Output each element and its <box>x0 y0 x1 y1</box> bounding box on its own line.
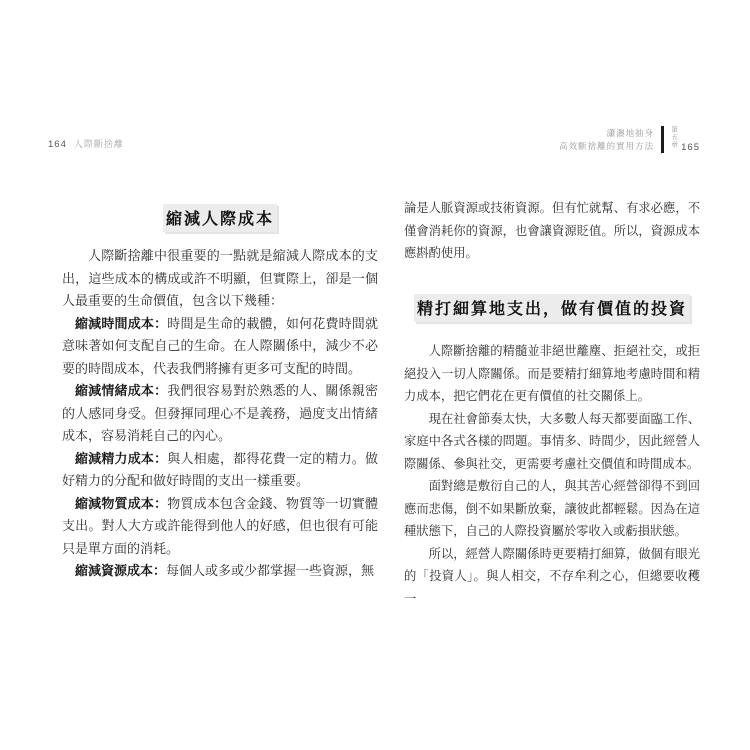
left-page-body <box>62 246 378 584</box>
book-title: 人際斷捨離 <box>73 139 124 149</box>
right-page-continuation <box>404 197 700 265</box>
paragraph-material-cost <box>62 494 378 562</box>
paragraph-text: 時間是生命的載體，如何花費時間就意味著如何支配自己的生命。在人際關係中，減少不必要的時間成本，代表我們將擁有更多可支配的時間。 <box>62 316 378 377</box>
paragraph-text: 物質成本包含金錢、物質等一切實體支出。對人大方或許能得到他人的好感，但也很有可能只是單方面的消耗。 <box>62 496 378 557</box>
chapter-label: 第五章 <box>670 126 678 149</box>
running-title-line1: 瀟灑地抽身 <box>606 127 655 138</box>
paragraph-label: 縮減物質成本： <box>75 496 168 512</box>
paragraph-label: 縮減情緒成本： <box>75 384 168 399</box>
left-page-number: 164 <box>48 139 67 150</box>
right-section-title-text: 精打細算地支出，做有價值的投資 <box>414 294 690 322</box>
paragraph-investor: 所以，經營人際關係時更要精打細算，做個有眼光的「投資人」。與人相交，不存牟利之心，但總要收穫一 <box>404 546 700 606</box>
left-section-title-text: 縮減人際成本 <box>163 204 277 232</box>
paragraph-energy-cost <box>62 449 378 494</box>
paragraph-label: 縮減精力成本： <box>75 451 168 467</box>
right-page-body <box>404 340 700 610</box>
paragraph-resource-cost <box>62 561 378 584</box>
paragraph-label: 縮減資源成本： <box>75 564 167 579</box>
paragraph-let-go: 面對總是敷衍自己的人，與其苦心經營卻得不到回應而悲傷，倒不如果斷放棄，讓彼此都輕鬆。因為在這種狀態下，自己的人際投資屬於零收入或虧損狀態。 <box>404 479 700 538</box>
paragraph-fast-society: 現在社會節奏太快，大多數人每天都要面臨工作、家庭中各式各樣的問題。事情多、時間少，因此經營人際關係、參與社交，更需要考慮社交價值和時間成本。 <box>404 411 700 471</box>
left-page-header <box>48 137 124 150</box>
running-titles <box>559 127 654 153</box>
paragraph-text: 我們很容易對於熟悉的人、關係親密的人感同身受。但發揮同理心不是義務，過度支出情緒成本，容易消耗自己的內心。 <box>62 384 378 444</box>
right-page-header <box>559 126 700 153</box>
left-section-title <box>62 204 378 232</box>
running-title-line2: 高效斷捨離的實用方法 <box>559 140 655 151</box>
right-page-number: 165 <box>681 142 700 153</box>
continuation-paragraph: 論是人脈資源或技術資源。但有忙就幫、有求必應，不僅會消耗你的資源，也會讓資源貶值。所以，資源成本應斟酌使用。 <box>404 201 700 260</box>
chapter-divider-bar <box>661 126 664 153</box>
paragraph-essence: 人際斷捨離的精髓並非絕世離塵、拒絕社交，或拒絕投入一切人際關係。而是要精打細算地考慮時間和精力成本，把它們花在更有價值的社交關係上。 <box>404 344 700 403</box>
intro-paragraph: 人際斷捨離中很重要的一點就是縮減人際成本的支出，這些成本的構成或許不明顯，但實際上，卻是一個人最重要的生命價值，包含以下幾種： <box>62 249 378 309</box>
paragraph-emotion-cost <box>62 381 378 449</box>
paragraph-label: 縮減時間成本： <box>75 316 168 332</box>
paragraph-text: 與人相處，都得花費一定的精力。做好精力的分配和做好時間的支出一樣重要。 <box>62 451 378 489</box>
paragraph-time-cost <box>62 314 378 382</box>
right-section-title <box>404 294 700 322</box>
paragraph-text: 每個人或多或少都掌握一些資源，無 <box>166 564 375 579</box>
